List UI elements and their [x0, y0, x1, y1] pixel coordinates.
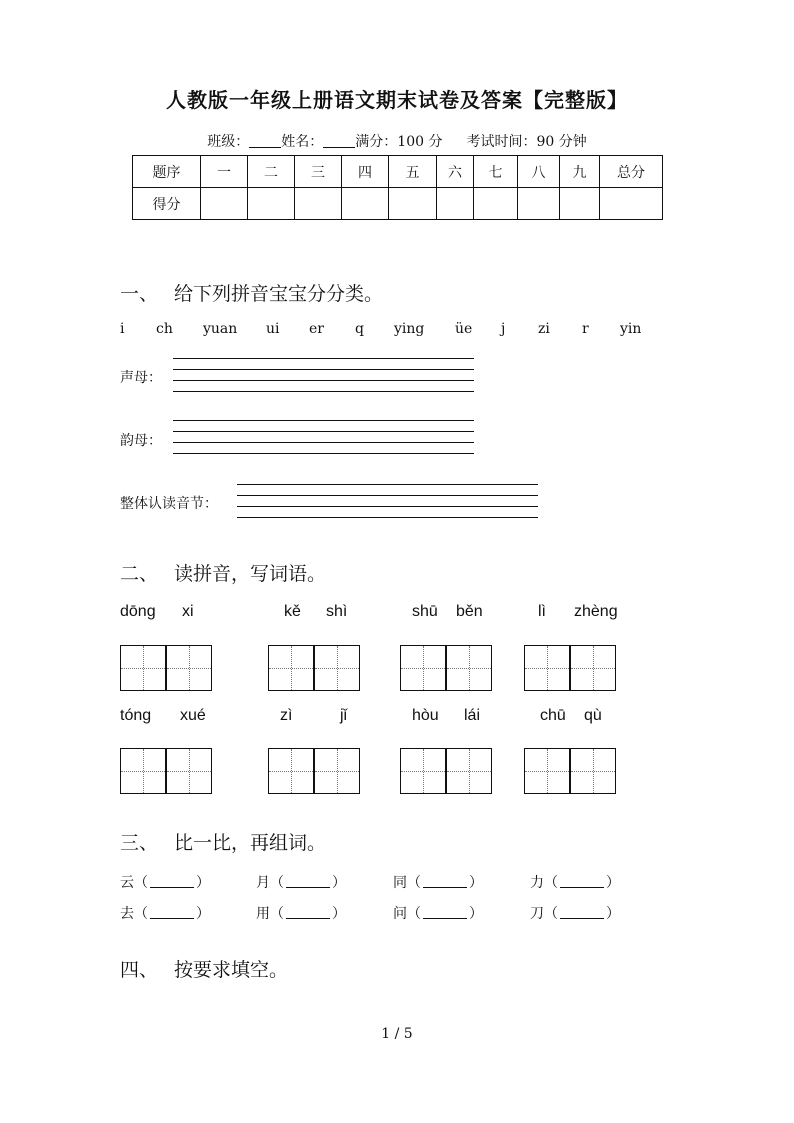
compare-item: 同（ ） [393, 875, 483, 891]
yunmu-line[interactable] [173, 453, 474, 454]
name-label: 姓名： [281, 134, 324, 150]
section-4-heading [120, 955, 288, 982]
compare-char: 同 [393, 875, 407, 891]
score-header-cell: 六 [437, 156, 474, 188]
shengmu-line[interactable] [173, 358, 474, 359]
pinyin-item: q [355, 321, 364, 337]
exam-title: 人教版一年级上册语文期末试卷及答案【完整版】 [166, 88, 628, 112]
score-table-score-row [133, 188, 663, 220]
word-pinyin: běn [456, 603, 483, 620]
score-cell[interactable] [437, 188, 474, 220]
writing-grid-box[interactable] [314, 645, 360, 691]
writing-grid-box[interactable] [268, 748, 314, 794]
compare-char: 刀 [530, 906, 544, 922]
zhengti-line[interactable] [237, 517, 538, 518]
pinyin-item: yin [620, 321, 642, 337]
class-blank[interactable] [249, 135, 281, 148]
compare-blank[interactable] [150, 876, 194, 888]
score-header-cell: 九 [560, 156, 600, 188]
score-table [132, 155, 663, 220]
compare-blank[interactable] [150, 907, 194, 919]
word-pinyin: zhèng [574, 603, 618, 620]
full-score-label: 满分：100 分 [355, 134, 443, 150]
score-cell[interactable] [201, 188, 248, 220]
score-header-cell: 题序 [133, 156, 201, 188]
score-header-cell: 四 [342, 156, 389, 188]
pinyin-item: yuan [203, 321, 238, 337]
pinyin-item: zi [538, 321, 550, 337]
compare-item: 云（ ） [120, 875, 210, 891]
zhengti-line[interactable] [237, 495, 538, 496]
compare-blank[interactable] [423, 907, 467, 919]
writing-grid-box[interactable] [400, 748, 446, 794]
section-1-title: 给下列拼音宝宝分分类。 [174, 283, 384, 305]
compare-item: 月（ ） [256, 875, 346, 891]
pinyin-item: ch [156, 321, 173, 337]
class-label: 班级： [207, 134, 250, 150]
word-pinyin: xi [182, 603, 194, 620]
pinyin-item: üe [455, 321, 473, 337]
shengmu-line[interactable] [173, 369, 474, 370]
compare-blank[interactable] [560, 907, 604, 919]
score-header-cell: 一 [201, 156, 248, 188]
score-cell[interactable] [342, 188, 389, 220]
pinyin-item: er [309, 321, 324, 337]
compare-blank[interactable] [286, 907, 330, 919]
compare-blank[interactable] [423, 876, 467, 888]
word-pinyin: hòu [412, 707, 439, 724]
writing-grid-box[interactable] [166, 645, 212, 691]
writing-grid-box[interactable] [524, 748, 570, 794]
compare-item: 力（ ） [530, 875, 620, 891]
compare-char: 力 [530, 875, 544, 891]
pinyin-item: ying [394, 321, 425, 337]
score-cell[interactable] [518, 188, 560, 220]
pinyin-item: i [120, 321, 125, 337]
writing-grid-box[interactable] [120, 645, 166, 691]
writing-grid-box[interactable] [166, 748, 212, 794]
score-header-cell: 七 [474, 156, 518, 188]
compare-blank[interactable] [560, 876, 604, 888]
compare-item: 用（ ） [256, 906, 346, 922]
exam-info [0, 131, 794, 151]
compare-char: 用 [256, 906, 270, 922]
writing-grid-box[interactable] [524, 645, 570, 691]
pinyin-item: ui [266, 321, 280, 337]
time-label: 考试时间：90 分钟 [466, 134, 587, 150]
compare-char: 问 [393, 906, 407, 922]
shengmu-line[interactable] [173, 391, 474, 392]
writing-grid-box[interactable] [446, 748, 492, 794]
score-cell[interactable] [560, 188, 600, 220]
score-header-cell: 八 [518, 156, 560, 188]
word-pinyin: shū [412, 603, 438, 620]
pinyin-item: r [582, 321, 589, 337]
writing-grid-box[interactable] [570, 748, 616, 794]
section-2-title: 读拼音，写词语。 [174, 563, 327, 585]
score-cell[interactable] [600, 188, 663, 220]
score-header-cell: 总分 [600, 156, 663, 188]
compare-item: 去（ ） [120, 906, 210, 922]
word-pinyin: xué [180, 707, 206, 724]
name-blank[interactable] [323, 135, 355, 148]
word-pinyin: lái [464, 707, 481, 724]
shengmu-label: 声母： [120, 370, 162, 386]
score-header-cell: 三 [295, 156, 342, 188]
compare-char: 去 [120, 906, 134, 922]
yunmu-line[interactable] [173, 442, 474, 443]
section-3-heading [120, 828, 326, 855]
word-pinyin: jǐ [340, 707, 348, 724]
word-pinyin: kě [284, 603, 301, 620]
score-cell[interactable] [389, 188, 437, 220]
compare-blank[interactable] [286, 876, 330, 888]
section-3-number: 三、 [120, 832, 159, 854]
score-cell[interactable] [474, 188, 518, 220]
section-1-number: 一、 [120, 283, 159, 305]
compare-char: 云 [120, 875, 134, 891]
section-3-title: 比一比，再组词。 [174, 832, 327, 854]
word-pinyin: zì [280, 707, 293, 724]
score-cell[interactable] [295, 188, 342, 220]
section-2-heading [120, 559, 326, 586]
zhengti-line[interactable] [237, 506, 538, 507]
word-pinyin: qù [584, 707, 602, 724]
writing-grid-box[interactable] [446, 645, 492, 691]
pinyin-list [0, 321, 794, 341]
zhengti-label: 整体认读音节： [120, 496, 218, 512]
score-header-cell: 五 [389, 156, 437, 188]
compare-item: 刀（ ） [530, 906, 620, 922]
word-pinyin: shì [326, 603, 348, 620]
yunmu-line[interactable] [173, 431, 474, 432]
yunmu-line[interactable] [173, 420, 474, 421]
section-4-number: 四、 [120, 959, 159, 981]
score-table-header-row [133, 156, 663, 188]
word-pinyin: tóng [120, 707, 152, 724]
writing-grid-box[interactable] [400, 645, 446, 691]
section-1-heading [120, 279, 383, 306]
section-2-number: 二、 [120, 563, 159, 585]
score-row-label: 得分 [133, 188, 201, 220]
score-cell[interactable] [248, 188, 295, 220]
page-number: 1 / 5 [381, 1026, 413, 1042]
score-header-cell: 二 [248, 156, 295, 188]
section-4-title: 按要求填空。 [174, 959, 289, 981]
writing-grid-box[interactable] [314, 748, 360, 794]
word-pinyin: chū [540, 707, 566, 724]
word-pinyin: dōng [120, 603, 156, 620]
zhengti-line[interactable] [237, 484, 538, 485]
compare-item: 问（ ） [393, 906, 483, 922]
yunmu-label: 韵母： [120, 433, 162, 449]
writing-grid-box[interactable] [268, 645, 314, 691]
shengmu-line[interactable] [173, 380, 474, 381]
writing-grid-box[interactable] [120, 748, 166, 794]
writing-grid-box[interactable] [570, 645, 616, 691]
pinyin-item: j [501, 321, 506, 337]
compare-char: 月 [256, 875, 270, 891]
word-pinyin: lì [538, 603, 546, 620]
